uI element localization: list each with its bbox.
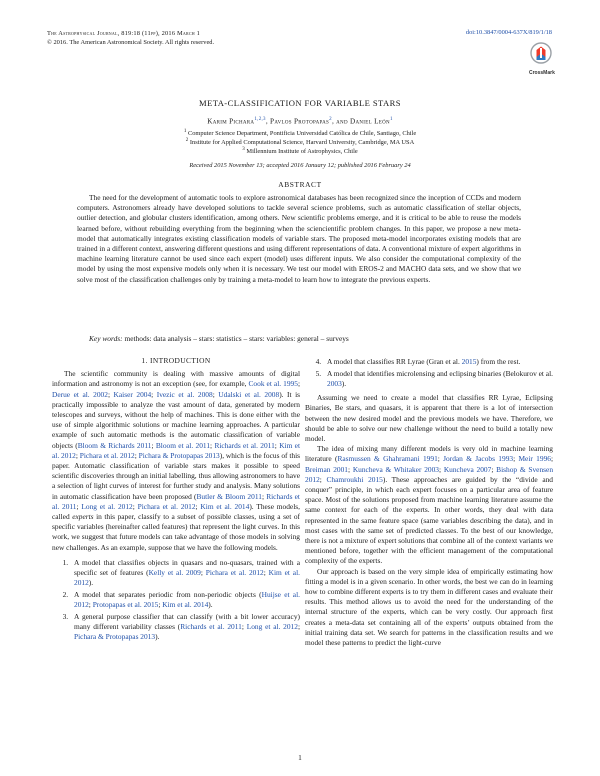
author-list (0, 117, 600, 125)
citation-link[interactable]: Pichara et al. 2012 (137, 501, 196, 511)
author-separator: , (265, 117, 271, 126)
abstract-heading: ABSTRACT (278, 180, 322, 189)
citation-link[interactable]: Pichara & Protopapas 2013 (138, 450, 220, 460)
affiliation-text: Institute for Applied Computational Science, Harvard University, Cambridge, MA USA (189, 139, 415, 147)
citation-link[interactable]: Kim et al. 2014 (162, 600, 209, 610)
list-item: 1. A model that classifies objects in quasars and no-quasars, trained with a specific set of features (Kelly et al. 2009; Pichara et al. 2012; Kim et al. 2012). (70, 558, 300, 589)
citation-link[interactable]: Chamroukhi 2015 (326, 474, 383, 484)
affiliation-text: Computer Science Department, Pontificia Universidad Católica de Chile, Santiago, Chile (187, 130, 417, 138)
author-name: Daniel León (349, 117, 390, 126)
citation-link[interactable]: Pichara & Protopapas 2013 (74, 632, 156, 642)
citation-link[interactable]: Udalski et al. 2008 (218, 389, 280, 399)
list-item: 4. A model that classifies RR Lyrae (Gran et al. 2015) from the rest. (323, 357, 553, 367)
citation-link[interactable]: Richards et al. 2011 (52, 491, 300, 511)
list-item: 3. A general purpose classifier that can classify (with a bit lower accuracy) many different variability classes (Richards et al. 2011; Long et al. 2012; Pichara & Protopapas 2013). (70, 612, 300, 643)
section-heading-introduction: 1. INTRODUCTION (141, 356, 211, 365)
model-list-continued (305, 357, 553, 389)
citation-link[interactable]: Kuncheva & Whitaker 2003 (352, 464, 439, 474)
right-column (305, 357, 553, 648)
citation-link[interactable]: Kim et al. 2012 (74, 568, 300, 588)
citation-link[interactable]: Bloom et al. 2011 (155, 440, 211, 450)
keywords-list: methods: data analysis – stars: statistics – stars: variables: general – surveys (124, 334, 349, 343)
journal-citation: The Astrophysical Journal, 819:18 (11pp), 2016 March 1 (47, 30, 200, 37)
affiliation-text: Millennium Institute of Astrophysics, Chile (246, 148, 358, 156)
citation-link[interactable]: Bishop & Svensen 2012 (305, 464, 554, 484)
copyright-notice: © 2016. The American Astronomical Society. All rights reserved. (47, 39, 215, 46)
citation-link[interactable]: Long et al. 2012 (246, 622, 298, 632)
citation-link[interactable]: Derue et al. 2002 (52, 389, 108, 399)
citation-link[interactable]: Ivezic et al. 2008 (156, 389, 213, 399)
citation-link[interactable]: Long et al. 2012 (81, 501, 133, 511)
model-list (52, 558, 300, 643)
emphasis: experts (72, 512, 94, 522)
keywords (77, 334, 521, 344)
citation-link[interactable]: Richards et al. 2011 (180, 622, 242, 632)
running-header (47, 29, 214, 47)
left-column (52, 356, 300, 644)
doi-link[interactable]: doi:10.3847/0004-637X/819/1/18 (465, 29, 552, 36)
intro-paragraph-2: Assuming we need to create a model that classifies RR Lyrae, Eclipsing Binaries, Be stars, and quasars, it is apparent that there is a lot of intersection between the new desired model and the previous models we have. Therefore, we should be able to solve our new challenge without the need to build a totally new model. (305, 393, 553, 443)
intro-paragraph-3: The idea of mixing many different models is very old in machine learning literature (Rasmussen & Ghahramani 1991; Jordan & Jacobs 1993; Meir 1996; Breiman 2001; Kuncheva & Whitaker 2003; Kuncheva 2007; Bishop & Svensen 2012; Chamroukhi 2015). These approaches are guided by the “divide and conquer” principle, in which each expert focuses on a particular area of feature space. Most of the solutions proposed from machine learning literature assume the same context for each of the experts. In other words, they deal with data represented in the same feature space (same variables describing the data), and in most cases with the same set of predicted classes. To the best of our knowledge, there is not a mixture of expert solutions that combine all of the context variants we mentioned before, together with the efficient management of the computational complexity of the experts. (305, 444, 554, 566)
citation-link[interactable]: Rasmussen & Ghahramani 1991 (337, 454, 438, 464)
citation-link[interactable]: Meir 1996 (518, 454, 551, 464)
citation-link[interactable]: Kim et al. 2012 (52, 440, 301, 460)
citation-link[interactable]: 2015 (461, 357, 477, 366)
citation-link[interactable]: Bloom & Richards 2011 (77, 440, 152, 450)
citation-link[interactable]: Richards et al. 2011 (214, 440, 275, 450)
citation-link[interactable]: Kuncheva 2007 (443, 464, 492, 474)
affiliation-3 (0, 146, 600, 156)
author-name: Pavlos Protopapas (270, 117, 330, 126)
citation-link[interactable]: 2003 (327, 378, 342, 388)
affiliation-marker: 3 (242, 147, 245, 152)
citation-link[interactable]: Pichara et al. 2012 (205, 568, 264, 578)
citation-link[interactable]: Butler & Bloom 2011 (196, 491, 262, 501)
citation-link[interactable]: Protopapas et al. 2015 (92, 600, 159, 610)
affiliation-marker: 1 (183, 129, 187, 134)
crossmark-icon (530, 42, 552, 64)
citation-link[interactable]: Huijse et al. 2012 (74, 589, 300, 610)
author-affiliation-marker: 2 (329, 117, 332, 122)
author-separator: , and (331, 117, 350, 126)
citation-link[interactable]: Kelly et al. 2009 (148, 568, 201, 578)
crossmark-badge[interactable] (529, 42, 553, 76)
citation-link[interactable]: Jordan & Jacobs 1993 (443, 454, 514, 464)
citation-link[interactable]: Breiman 2001 (305, 464, 348, 474)
citation-link[interactable]: Kaiser 2004 (113, 389, 152, 399)
crossmark-label: CrossMark (529, 70, 555, 76)
list-item: 5. A model that identifies microlensing and eclipsing binaries (Belokurov et al. 2003). (323, 369, 553, 389)
abstract-text: The need for the development of automatic tools to explore astronomical databases has been recognized since the inception of CCDs and modern computers. Astronomers already have developed solutions to tackle several science problems, such as automatic classification of stellar objects, outlier detection, and globular clusters identification, among others. New scientific problems emerge, and it is critical to be able to reuse the models learned before, without rebuilding everything from the beginning when the sciencientific problem changes. In this paper, we propose a new meta-model that automatically integrates existing classification models of variable stars. The proposed meta-model incorporates existing models that are trained in a different context, answering different questions and using different representations of data. A conventional mixture of expert algorithms in machine learning literature cannot be used since each expert (model) uses different inputs. We also consider the computational complexity of the model by using the most expensive models only when it is necessary. We test our model with EROS-2 and MACHO data sets, and we show that we solve most of the classification challenges only by training a meta-model to learn how to integrate the previous experts. (77, 193, 521, 284)
list-item: 2. A model that separates periodic from non-periodic objects (Huijse et al. 2012; Protopapas et al. 2015; Kim et al. 2014). (70, 590, 300, 610)
author-affiliation-marker: 1 (389, 117, 393, 122)
page-number: 1 (298, 753, 302, 762)
citation-link[interactable]: Kim et al. 2014 (200, 501, 250, 511)
intro-paragraph-4: Our approach is based on the very simple idea of empirically estimating how fitting a model is in a given scenario. In other words, the best we can do in learning how to combine different experts is to try them in different cases and evaluate their results. This method allows us to avoid the need for the understanding of the internal structure of the experts, which can be very costly. Our approach first creates a meta-data set containing all of the experts’ outputs obtained from the initial training data set. We search for patterns in the classification results and we model these patterns to predict the light-curve (305, 566, 553, 647)
affiliation-marker: 2 (185, 138, 189, 143)
author-name: Karim Pichara (207, 117, 255, 126)
paper-title: META-CLASSIFICATION FOR VARIABLE STARS (199, 98, 401, 108)
author-affiliation-marker: 1,2,3 (254, 117, 266, 122)
intro-paragraph-1: The scientific community is dealing with massive amounts of digital information and astronomy is not an exception (see, for example, Cook et al. 1995; Derue et al. 2002; Kaiser 2004; Ivezic et al. 2008; Udalski et al. 2008). It is practically impossible to analyze the vast amount of data, generated by modern telescopes and surveys, without the help of machines. This is done either with the use of simple algorithmic solutions or machine learning approaches. A particular example of such automatic methods is the automatic classification of variable objects (Bloom & Richards 2011; Bloom et al. 2011; Richards et al. 2011; Kim et al. 2012; Pichara et al. 2012; Pichara & Protopapas 2013), which is the focus of this paper. Automatic classification of variable stars makes it possible to speed scientific discoveries through an initial labelling, thus allowing astronomers to have a selection of light curves of interest for further study and analysis. Many solutions in automatic classification have been proposed (Butler & Bloom 2011; Richards et al. 2011; Long et al. 2012; Pichara et al. 2012; Kim et al. 2014). These models, called experts in this paper, classify to a subset of possible classes, using a set of specific variables (hereinafter called features) that represent the light curves. In this work, we suggest that future models can take advantage of those models in solving new challenges. As an example, suppose that we have the following models. (52, 369, 301, 552)
citation-link[interactable]: Pichara et al. 2012 (79, 450, 135, 460)
publication-dates: Received 2015 November 13; accepted 2016 January 12; published 2016 February 24 (189, 162, 411, 169)
keywords-label: Key words: (89, 334, 123, 343)
citation-link[interactable]: Cook et al. 1995 (248, 379, 298, 389)
